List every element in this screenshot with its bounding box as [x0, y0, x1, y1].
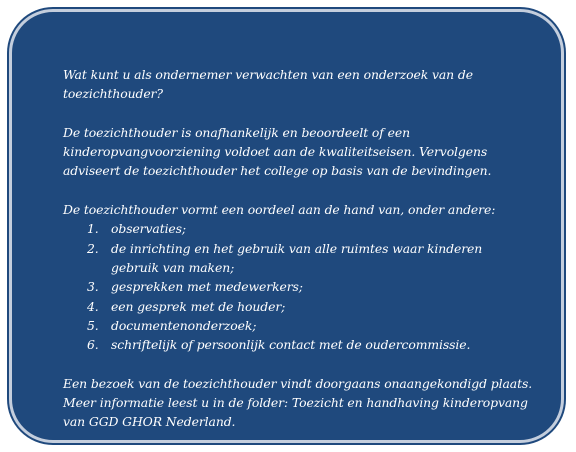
list-item	[63, 335, 543, 354]
list-item	[63, 239, 543, 278]
list-item-text: documentenonderzoek;	[111, 317, 257, 333]
list-lead-text: De toezichthouder vormt een oordeel aan de hand van, onder andere:	[63, 202, 496, 218]
assessment-criteria-list	[63, 219, 543, 354]
list-item-number: 4.	[87, 298, 99, 314]
paragraph-spacer	[63, 354, 543, 373]
list-item-number: 5.	[87, 317, 99, 333]
closing-paragraph: Een bezoek van de toezichthouder vindt doorgaans onaangekondigd plaats. Meer informatie leest u in de folder: Toezicht en handhaving kinderopvang van GGD GHOR Nederland.	[63, 375, 533, 430]
list-item-text: gesprekken met medewerkers;	[111, 279, 303, 295]
list-item-text: observaties;	[111, 221, 187, 237]
list-item-text: schriftelijk of persoonlijk contact met de oudercommissie.	[111, 337, 471, 353]
list-item-number: 1.	[87, 221, 99, 237]
list-item	[63, 316, 543, 335]
list-item	[63, 277, 543, 296]
list-item-text: de inrichting en het gebruik van alle ruimtes waar kinderen gebruik van maken;	[111, 240, 483, 275]
info-card-content	[63, 65, 543, 432]
list-item-number: 3.	[87, 279, 99, 295]
info-card	[9, 9, 564, 443]
list-item	[63, 219, 543, 238]
list-item-number: 6.	[87, 337, 99, 353]
intro-paragraph: De toezichthouder is onafhankelijk en beoordeelt of een kinderopvangvoorziening voldoet aan de kwaliteitseisen. Vervolgens adviseert de toezichthouder het college op basis van de bevindingen.	[63, 124, 492, 179]
list-item	[63, 297, 543, 316]
list-item-text: een gesprek met de houder;	[111, 298, 286, 314]
list-item-number: 2.	[87, 240, 99, 256]
paragraph-spacer	[63, 104, 543, 123]
question-heading: Wat kunt u als ondernemer verwachten van een onderzoek van de toezichthouder?	[63, 67, 473, 102]
paragraph-spacer	[63, 181, 543, 200]
